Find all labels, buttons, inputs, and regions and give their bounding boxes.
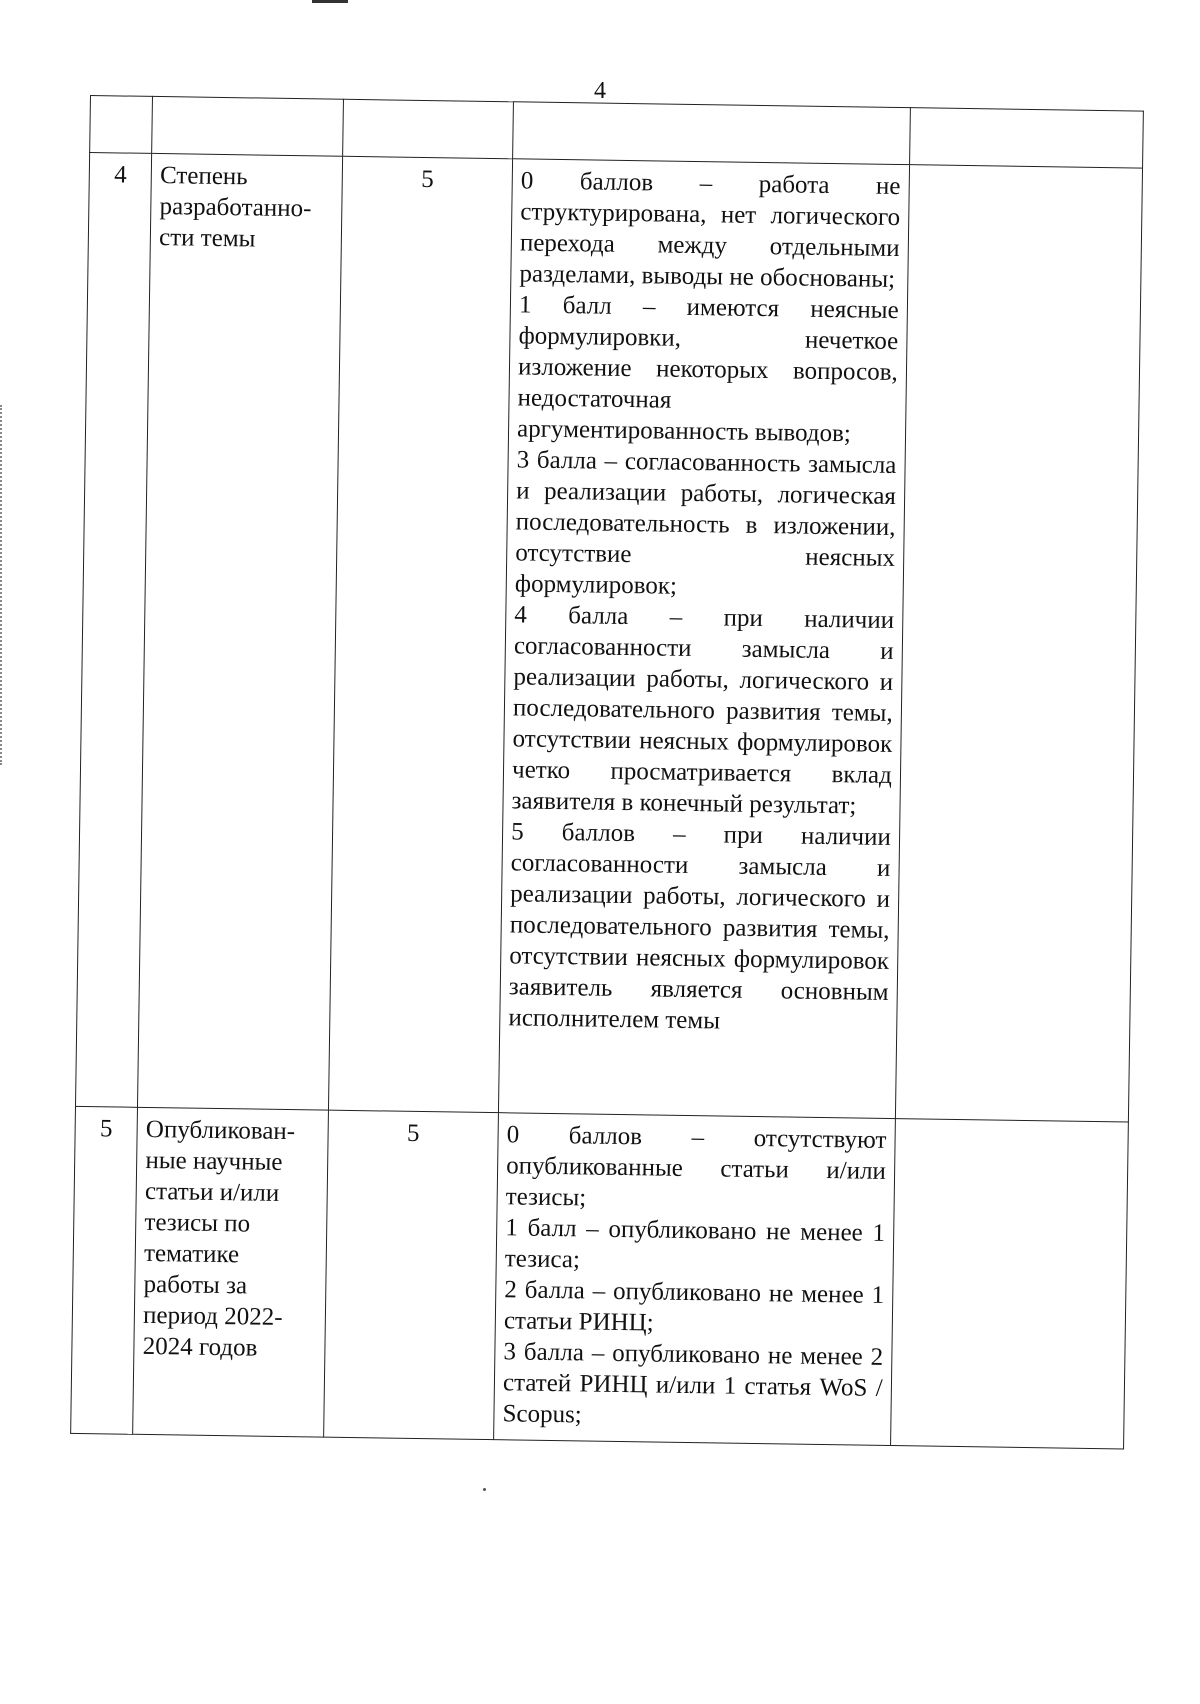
scan-artifact-dot	[483, 1488, 486, 1491]
criterion-name-line: Степень	[159, 162, 248, 191]
table-row	[71, 1106, 1129, 1449]
max-score: 5	[324, 1110, 499, 1439]
header-cell-extra	[909, 108, 1143, 168]
criteria-table-sheet	[68, 95, 1152, 1591]
scoring-level: 0 баллов – отсутствуют опубликованные статьи и/или тезисы;	[505, 1121, 887, 1212]
scoring-level: 4 балла – при наличии согласованности замысла и реализации работы, логического и последовательного развития темы, отсутствии неясных формулировок четко просматривается вклад заявителя в конечный результат;	[511, 601, 895, 820]
notes-cell	[890, 1119, 1128, 1449]
header-cell-num	[90, 96, 153, 154]
scoring-level: 5 баллов – при наличии согласованности замысла и реализации работы, логического и последовательного развития темы, отсутствии неясных формулировок заявитель является основным исполнителем темы	[508, 818, 892, 1035]
header-cell-name	[152, 96, 344, 156]
scoring-level: 2 балла – опубликовано не менее 1 статьи РИНЦ;	[503, 1276, 885, 1337]
table-row	[75, 153, 1142, 1123]
criterion-name-line: Опубликован-	[145, 1115, 296, 1146]
max-score: 5	[329, 156, 513, 1112]
criterion-name-line: тематике	[143, 1239, 240, 1269]
scoring-level: 1 балл – имеются неясные формулировки, нечеткое изложение некоторых вопросов, недостаточная аргументированность выводов;	[516, 291, 899, 448]
scan-artifact-edge	[0, 405, 4, 765]
row-number: 4	[75, 153, 151, 1108]
scoring-level: 3 балла – согласованность замысла и реализации работы, логическая последовательность в изложении, отсутствие неясных формулировок;	[514, 446, 897, 600]
scan-artifact-top	[312, 0, 348, 3]
criterion-name	[138, 153, 343, 1110]
criterion-name-line: ные научные	[145, 1146, 283, 1176]
criterion-name-line: период 2022-	[142, 1301, 283, 1331]
criterion-name-line: работы за	[143, 1270, 248, 1300]
scoring-level: 0 баллов – работа не структурирована, нет логического перехода между отдельными разделами, выводы не обоснованы;	[519, 167, 901, 293]
scoring-criteria	[499, 159, 910, 1119]
header-cell-score	[343, 99, 514, 159]
criterion-name-line: 2024 годов	[142, 1332, 258, 1362]
page-number: 4	[594, 78, 606, 104]
notes-cell	[895, 165, 1142, 1122]
criterion-name-line: сти темы	[158, 224, 256, 253]
scoring-criteria	[494, 1113, 896, 1446]
row-number: 5	[71, 1106, 138, 1434]
criteria-table	[70, 95, 1144, 1449]
criterion-name-line: разработанно-	[159, 193, 312, 223]
criterion-name-line: тезисы по	[144, 1208, 251, 1238]
criterion-name-line: статьи и/или	[144, 1177, 280, 1207]
criterion-name	[133, 1107, 329, 1437]
scoring-level: 1 балл – опубликовано не менее 1 тезиса;	[504, 1214, 886, 1274]
scoring-level: 3 балла – опубликовано не менее 2 статей РИНЦ и/или 1 статья WoS / Scopus;	[502, 1338, 884, 1429]
header-cell-criteria	[513, 102, 911, 165]
